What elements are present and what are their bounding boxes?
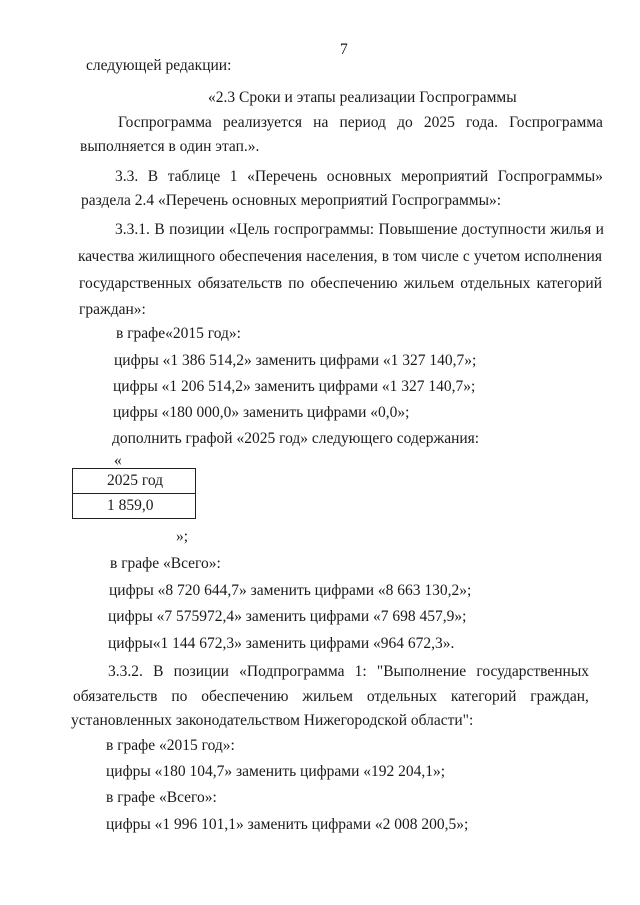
- word: 3.3.2.: [108, 663, 143, 680]
- word: «Цель: [228, 221, 270, 238]
- word: госпрограммы:: [273, 221, 375, 238]
- word: жилищного: [138, 248, 216, 265]
- text-line-justified: [115, 220, 604, 240]
- word: обеспечению: [310, 275, 398, 292]
- table-value-cell: 1 859,0: [73, 494, 196, 519]
- text-line: установленных законодательством Нижегородской области":: [71, 712, 474, 729]
- word: по: [171, 688, 188, 705]
- text-line: цифры «7 575972,4» заменить цифрами «7 698 457,9»;: [108, 608, 467, 625]
- text-line: в графе «2015 год»:: [106, 737, 235, 754]
- word: до: [397, 114, 413, 131]
- word: позиции: [169, 221, 225, 238]
- word: таблице: [167, 168, 221, 185]
- word: «Перечень: [247, 168, 318, 185]
- text-line: цифры«1 144 672,3» заменить цифрами «964 672,3».: [108, 635, 455, 652]
- word: по: [288, 275, 305, 292]
- word: исполнения: [524, 248, 602, 265]
- word: Госпрограммы»: [497, 168, 603, 185]
- word: числе: [421, 248, 459, 265]
- word: В: [147, 168, 159, 185]
- word: отдельных: [460, 275, 531, 292]
- word: 3.3.: [115, 168, 139, 185]
- text-line-justified: [108, 662, 589, 682]
- text-line-justified: [118, 113, 603, 133]
- text-line: в графе«2015 год»:: [116, 325, 241, 342]
- word: жильем: [302, 688, 353, 705]
- text-line: «: [114, 452, 122, 469]
- word: "Выполнение: [376, 663, 467, 680]
- word: отдельных: [366, 688, 437, 705]
- word: государственных: [79, 275, 192, 292]
- text-line: следующей редакции:: [86, 57, 232, 74]
- text-line: выполняется в один этап.».: [80, 138, 260, 155]
- inserted-table: [72, 468, 196, 519]
- word: населения,: [306, 248, 378, 265]
- word: в: [381, 248, 390, 265]
- section-heading: «2.3 Сроки и этапы реализации Госпрограммы: [208, 89, 517, 106]
- word: жилья: [550, 221, 592, 238]
- text-line: граждан»:: [79, 301, 146, 318]
- text-line: раздела 2.4 «Перечень основных мероприятий Госпрограммы»:: [81, 192, 502, 209]
- text-line: цифры «1 206 514,2» заменить цифрами «1 327 140,7»;: [113, 378, 476, 395]
- word: учетом: [473, 248, 521, 265]
- word: качества: [78, 248, 135, 265]
- page-number: 7: [340, 41, 348, 58]
- word: 3.3.1.: [115, 221, 150, 238]
- word: обязательств: [73, 688, 158, 705]
- word: период: [339, 114, 386, 131]
- word: года.: [466, 114, 498, 131]
- word: на: [313, 114, 329, 131]
- text-line-justified: [79, 274, 602, 294]
- word: категорий: [450, 688, 517, 705]
- word: Повышение: [378, 221, 458, 238]
- word: и: [595, 221, 604, 238]
- text-line: цифры «180 104,7» заменить цифрами «192 204,1»;: [106, 763, 446, 780]
- word: «Подпрограмма: [239, 663, 345, 680]
- word: граждан,: [530, 688, 589, 705]
- word: обязательств: [197, 275, 283, 292]
- text-line: цифры «1 386 514,2» заменить цифрами «1 327 140,7»;: [114, 352, 477, 369]
- word: с: [462, 248, 470, 265]
- text-line: цифры «180 000,0» заменить цифрами «0,0»;: [113, 404, 410, 421]
- word: позиции: [173, 663, 229, 680]
- word: доступности: [461, 221, 546, 238]
- text-line: в графе «Всего»:: [106, 789, 217, 806]
- word: обеспечения: [219, 248, 303, 265]
- word: обеспечению: [201, 688, 289, 705]
- text-line-justified: [78, 247, 602, 267]
- word: том: [393, 248, 417, 265]
- text-line-justified: [73, 687, 589, 707]
- text-line-justified: [115, 167, 603, 187]
- word: мероприятий: [401, 168, 489, 185]
- text-line: »;: [176, 528, 189, 545]
- word: реализуется: [222, 114, 303, 131]
- word: Госпрограмма: [118, 114, 212, 131]
- text-line: в графе «Всего»:: [110, 555, 221, 572]
- table-header-cell: 2025 год: [73, 469, 196, 494]
- word: жильем: [403, 275, 455, 292]
- word: Госпрограмма: [509, 114, 603, 131]
- word: 2025: [423, 114, 455, 131]
- text-line: цифры «1 996 101,1» заменить цифрами «2 008 200,5»;: [106, 816, 469, 833]
- text-line: дополнить графой «2025 год» следующего содержания:: [112, 430, 480, 447]
- word: 1: [229, 168, 238, 185]
- word: государственных: [476, 663, 589, 680]
- word: В: [153, 663, 164, 680]
- word: основных: [326, 168, 392, 185]
- word: категорий: [536, 275, 602, 292]
- text-line: цифры «8 720 644,7» заменить цифрами «8 663 130,2»;: [109, 582, 472, 599]
- word: В: [154, 221, 165, 238]
- word: 1:: [354, 663, 367, 680]
